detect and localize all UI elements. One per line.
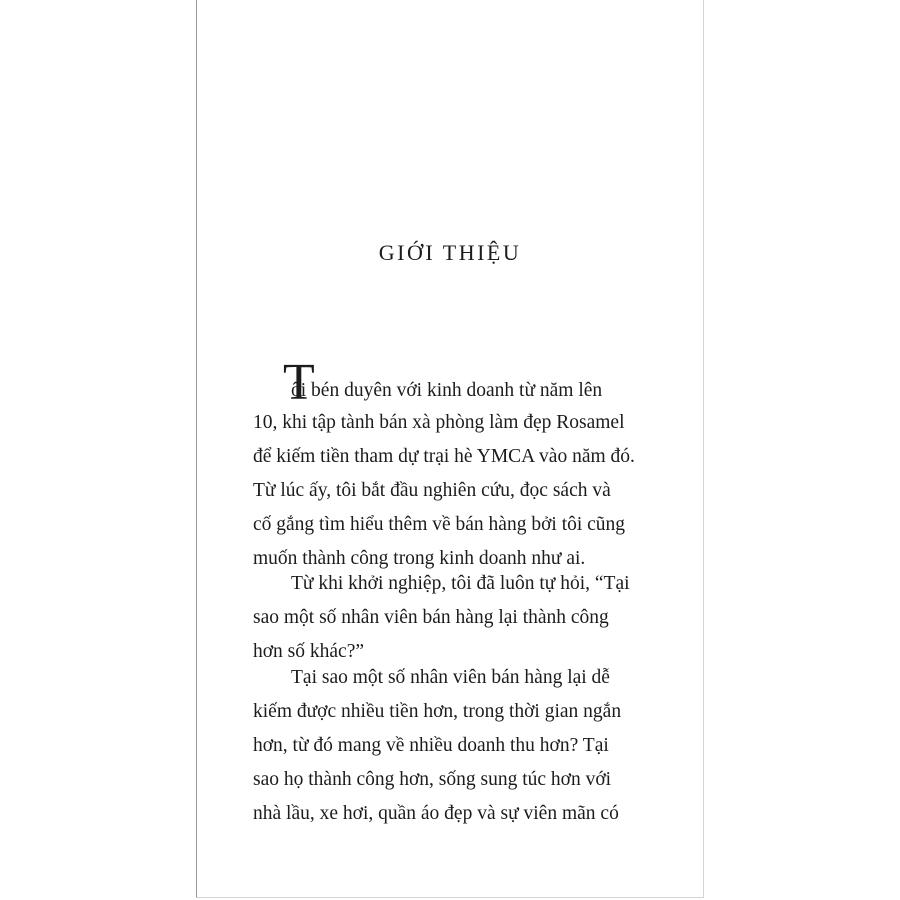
text-line: để kiếm tiền tham dự trại hè YMCA vào năm đó.	[253, 446, 635, 467]
text-line: kiếm được nhiều tiền hơn, trong thời gian ngắn	[253, 701, 622, 722]
text-line: muốn thành công trong kinh doanh như ai.	[253, 548, 586, 569]
text-line: Từ khi khởi nghiệp, tôi đã luôn tự hỏi, “Tại	[291, 573, 630, 594]
text-line: hơn, từ đó mang về nhiều doanh thu hơn? Tại	[253, 735, 609, 756]
text-line: sao một số nhân viên bán hàng lại thành công	[253, 607, 609, 628]
text-line: nhà lầu, xe hơi, quần áo đẹp và sự viên mãn có	[253, 803, 619, 824]
text-line: 10, khi tập tành bán xà phòng làm đẹp Rosamel	[253, 412, 625, 433]
text-line: sao họ thành công hơn, sống sung túc hơn với	[253, 769, 612, 790]
text-line: Tại sao một số nhân viên bán hàng lại dễ	[291, 667, 610, 688]
text-line: Từ lúc ấy, tôi bắt đầu nghiên cứu, đọc sách và	[253, 480, 611, 501]
text-line: hơn số khác?”	[253, 641, 365, 662]
drop-cap: T	[283, 354, 315, 411]
chapter-heading: GIỚI THIỆU	[378, 240, 522, 265]
text-line: ôi bén duyên với kinh doanh từ năm lên	[291, 380, 603, 401]
text-line: cố gắng tìm hiểu thêm về bán hàng bởi tôi cũng	[253, 514, 626, 535]
